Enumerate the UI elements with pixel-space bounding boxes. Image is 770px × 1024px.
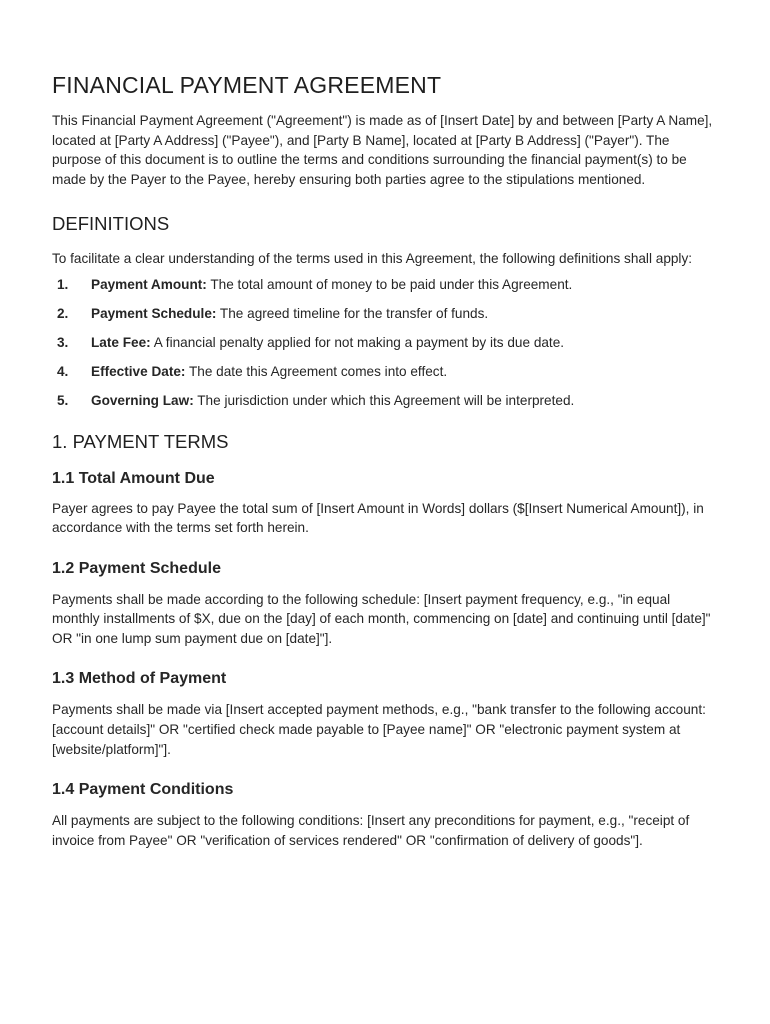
- intro-paragraph: This Financial Payment Agreement ("Agreement") is made as of [Insert Date] by and between [Party A Name], located at [Party A Address] ("Payee"), and [Party B Name], located at [Party B Address] ("Payer"). The purpose of this document is to outline the terms and conditions surrounding the financial payment(s) to be made by the Payer to the Payee, hereby ensuring both parties agree to the stipulations mentioned.: [52, 113, 713, 187]
- subsection-payment-schedule: [52, 558, 718, 649]
- definitions-section: [52, 212, 718, 410]
- definition-term: Governing Law:: [91, 392, 194, 408]
- subsection-text: Payer agrees to pay Payee the total sum of [Insert Amount in Words] dollars ($[Insert Numerical Amount]), in accordance with the terms set forth herein.: [52, 500, 704, 536]
- definitions-heading: DEFINITIONS: [52, 213, 170, 235]
- subsection-text: All payments are subject to the following conditions: [Insert any preconditions for payment, e.g., "receipt of invoice from Payee" OR "verification of services rendered" OR "confirmation of delivery of goods"].: [52, 813, 690, 848]
- definition-text: The date this Agreement comes into effect.: [185, 363, 448, 379]
- definition-number: 1.: [57, 276, 69, 292]
- definition-item: [52, 391, 718, 411]
- definition-item: [52, 333, 718, 353]
- definition-number: 4.: [57, 363, 69, 379]
- definition-text: The agreed timeline for the transfer of funds.: [216, 305, 489, 321]
- definition-number: 2.: [57, 305, 69, 321]
- subsection-total-amount-due: [52, 468, 718, 538]
- payment-terms-section: [52, 430, 718, 851]
- definition-text: The total amount of money to be paid under this Agreement.: [206, 276, 573, 292]
- definition-term: Payment Schedule:: [91, 305, 217, 321]
- definition-number: 5.: [57, 392, 69, 408]
- definition-item: [52, 304, 718, 324]
- subsection-heading: 1.2 Payment Schedule: [52, 559, 221, 577]
- definition-number: 3.: [57, 334, 69, 350]
- subsection-method-of-payment: [52, 668, 718, 759]
- payment-terms-heading: 1. PAYMENT TERMS: [52, 430, 229, 452]
- subsection-heading: 1.3 Method of Payment: [52, 670, 227, 688]
- subsection-text: Payments shall be made according to the following schedule: [Insert payment frequency, e.g., "in equal monthly installments of $X, due on the [day] of each month, commencing on [date] and continuing until [date]" OR "in one lump sum payment due on [date]"].: [52, 591, 711, 646]
- definition-item: [52, 362, 718, 382]
- definition-text: The jurisdiction under which this Agreement will be interpreted.: [193, 392, 575, 408]
- definition-term: Effective Date:: [91, 363, 186, 379]
- definition-term: Payment Amount:: [91, 276, 207, 292]
- subsection-heading: 1.1 Total Amount Due: [52, 469, 215, 487]
- definitions-list: [52, 275, 718, 411]
- definitions-intro: To facilitate a clear understanding of the terms used in this Agreement, the following definitions shall apply:: [52, 251, 693, 267]
- definition-item: [52, 275, 718, 295]
- subsection-payment-conditions: [52, 779, 718, 850]
- subsection-text: Payments shall be made via [Insert accepted payment methods, e.g., "bank transfer to the following account: [account details]" OR "certified check made payable to [Payee name]" OR "electronic payment system at [website/platform]"].: [52, 702, 706, 757]
- subsection-heading: 1.4 Payment Conditions: [52, 781, 234, 799]
- definition-term: Late Fee:: [91, 334, 151, 350]
- document-title: FINANCIAL PAYMENT AGREEMENT: [52, 72, 442, 98]
- definition-text: A financial penalty applied for not making a payment by its due date.: [150, 334, 565, 350]
